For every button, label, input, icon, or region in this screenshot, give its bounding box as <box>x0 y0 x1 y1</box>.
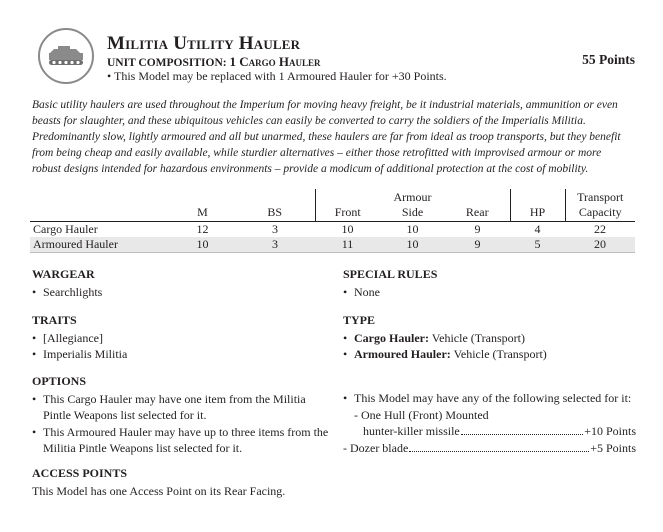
trait-item: • Imperialis Militia <box>32 346 127 363</box>
traits-title: TRAITS <box>32 313 77 327</box>
col-side: Side <box>401 205 424 220</box>
armour-group-label: Armour <box>393 189 432 204</box>
composition-label: UNIT COMPOSITION: <box>107 57 227 69</box>
replacement-text: This Model may be replaced with 1 Armoured Hauler for +30 Points. <box>113 69 447 83</box>
cell-side: 10 <box>380 237 445 253</box>
unit-title: Militia Utility Hauler <box>107 33 301 54</box>
option-hk-missile <box>343 423 636 440</box>
stats-column-header <box>30 205 635 221</box>
access-points-text: This Model has one Access Point on its Rear Facing. <box>32 483 286 498</box>
cell-hp: 5 <box>510 237 565 253</box>
option-hk-line1: - One Hull (Front) Mounted <box>354 407 489 422</box>
cell-m: 12 <box>170 221 235 237</box>
option-intro: • This Model may have any of the following selected for it: <box>343 390 636 407</box>
type-value: Vehicle (Transport) <box>453 347 547 361</box>
cell-bs: 3 <box>235 221 315 237</box>
option-item: • This Armoured Hauler may have up to three items from the Militia Pintle Weapons list selected for it. <box>32 424 332 457</box>
col-m: M <box>197 205 208 220</box>
col-rear: Rear <box>465 205 489 220</box>
option-dozer-blade <box>343 440 636 457</box>
stats-table <box>30 189 635 253</box>
unit-composition <box>107 54 320 70</box>
cell-bs: 3 <box>235 237 315 253</box>
col-hp: HP <box>510 205 565 221</box>
options-title: OPTIONS <box>32 374 87 388</box>
type-label: Cargo Hauler: <box>354 330 429 345</box>
cell-rear: 9 <box>445 221 510 237</box>
options-section <box>32 373 332 457</box>
cell-capacity: 22 <box>565 221 635 237</box>
leader-dots <box>461 434 583 435</box>
col-capacity: Capacity <box>565 205 635 221</box>
wargear-section <box>32 266 102 300</box>
access-points-section <box>32 465 285 499</box>
wargear-item: • Searchlights <box>32 284 102 301</box>
type-value: Vehicle (Transport) <box>431 330 525 345</box>
option-hk-cost: +10 Points <box>584 424 636 438</box>
cell-m: 10 <box>170 237 235 253</box>
row-name: Armoured Hauler <box>30 237 170 253</box>
special-rules-title: SPECIAL RULES <box>343 267 438 281</box>
unit-points: 55 Points <box>582 52 635 67</box>
special-rules-section <box>343 266 437 300</box>
trait-item: • [Allegiance] <box>32 330 127 347</box>
flavour-text: Basic utility haulers are used throughout the Imperium for moving heavy freight, be it industrial materials, ammunition or even beasts for slaughter, and these ubiquitous vehicles can easily be converted to carry the soldiers of the Imperialis Militia. Predominantly slow, lightly armoured and all but unarmed, these haulers are far from ideal as troop transports, but they benefit from being cheap and easily available, while sturdier alternatives – either those retrofitted with improvised armour or more robust designs intended for hazardous environments – provide a modicum of additional protection at the cost of mobility. <box>32 99 621 175</box>
stats-group-header <box>30 189 635 205</box>
type-title: TYPE <box>343 313 376 327</box>
special-rule-item: • None <box>343 284 437 301</box>
wargear-title: WARGEAR <box>32 267 95 281</box>
leader-dots <box>409 451 589 452</box>
cell-hp: 4 <box>510 221 565 237</box>
cell-capacity: 20 <box>565 237 635 253</box>
type-section <box>343 312 547 363</box>
traits-section <box>32 312 127 363</box>
option-dozer-name: - Dozer blade <box>343 440 409 455</box>
unit-type-icon-frame <box>38 28 94 84</box>
option-hk-name: hunter-killer missile <box>363 424 460 438</box>
options-right <box>343 390 636 456</box>
option-dozer-cost: +5 Points <box>590 440 636 455</box>
cell-front: 11 <box>315 237 380 253</box>
type-item <box>343 346 547 363</box>
composition-value: 1 Cargo Hauler <box>229 54 321 69</box>
row-name: Cargo Hauler <box>30 221 170 237</box>
cell-side: 10 <box>380 221 445 237</box>
cell-front: 10 <box>315 221 380 237</box>
col-bs: BS <box>267 205 283 220</box>
type-item <box>343 330 547 347</box>
transport-group-label: Transport <box>565 189 635 205</box>
access-points-title: ACCESS POINTS <box>32 466 128 480</box>
table-row <box>30 237 635 253</box>
cell-rear: 9 <box>445 237 510 253</box>
type-label: Armoured Hauler: <box>354 347 451 361</box>
tank-icon <box>46 44 86 68</box>
col-front: Front <box>315 205 380 221</box>
table-row <box>30 221 635 237</box>
replacement-option: • This Model may be replaced with 1 Armoured Hauler for +30 Points. <box>107 69 447 83</box>
option-item: • This Cargo Hauler may have one item from the Militia Pintle Weapons list selected for it. <box>32 391 332 424</box>
